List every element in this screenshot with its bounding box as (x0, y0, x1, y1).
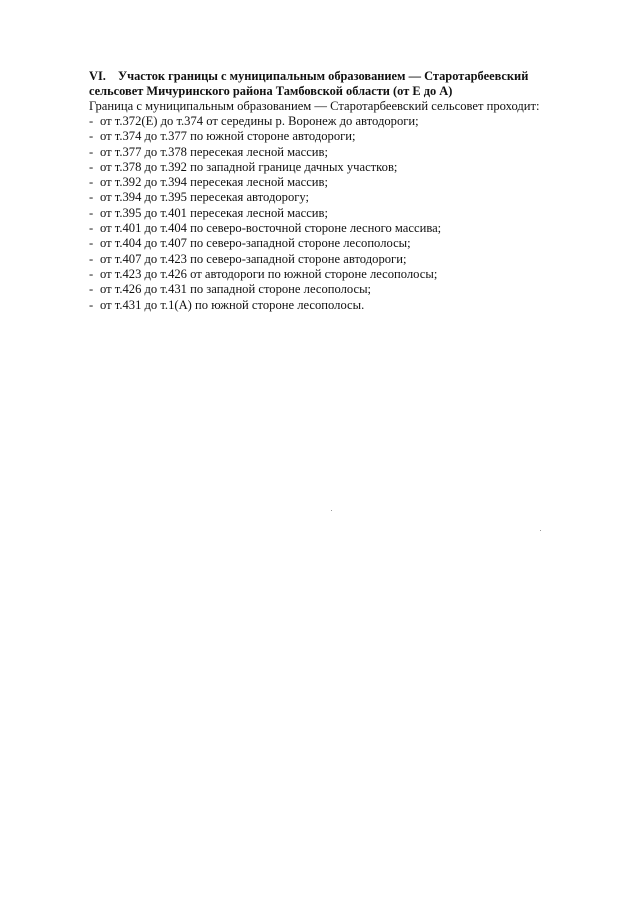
bullet-dash: - (89, 205, 94, 220)
section-heading (89, 69, 579, 99)
list-item (89, 298, 579, 313)
bullet-dash: - (89, 159, 94, 174)
list-item (89, 282, 579, 297)
list-item-text: от т.394 до т.395 пересекая автодорогу; (100, 190, 310, 205)
list-item-text: от т.377 до т.378 пересекая лесной массив; (100, 144, 328, 159)
bullet-dash: - (89, 266, 94, 281)
bullet-dash: - (89, 282, 94, 297)
bullet-dash: - (89, 129, 94, 144)
boundary-intro: Граница с муниципальным образованием — Старотарбеевский сельсовет проходит: (89, 99, 540, 113)
list-item (89, 145, 579, 160)
list-item-text: от т.395 до т.401 пересекая лесной массив; (100, 205, 328, 220)
list-item-text: от т.392 до т.394 пересекая лесной массив; (100, 175, 328, 190)
list-item (89, 252, 579, 267)
list-item-text: от т.431 до т.1(А) по южной стороне лесополосы. (100, 297, 365, 312)
bullet-dash: - (89, 251, 94, 266)
list-item-text: от т.401 до т.404 по северо-восточной стороне лесного массива; (100, 221, 442, 236)
list-item (89, 206, 579, 221)
list-item-text: от т.372(Е) до т.374 от середины р. Воронеж до автодороги; (100, 114, 419, 128)
bullet-dash: - (89, 175, 94, 190)
list-item (89, 190, 579, 205)
list-item (89, 114, 579, 129)
scan-speck (540, 530, 541, 531)
list-item (89, 267, 579, 282)
bullet-dash: - (89, 236, 94, 251)
list-item-text: от т.374 до т.377 по южной стороне автодороги; (100, 129, 356, 144)
list-item (89, 221, 579, 236)
list-item-text: от т.423 до т.426 от автодороги по южной стороне лесополосы; (100, 266, 438, 281)
section-title-line-1: Участок границы с муниципальным образованием — Старотарбеевский (118, 69, 529, 83)
list-item-text: от т.407 до т.423 по северо-западной стороне автодороги; (100, 251, 407, 266)
bullet-dash: - (89, 114, 94, 128)
bullet-dash: - (89, 221, 94, 236)
boundary-segment-list (89, 114, 579, 313)
bullet-dash: - (89, 190, 94, 205)
bullet-dash: - (89, 297, 94, 312)
scan-speck (331, 510, 332, 511)
section-number: VI. (89, 69, 106, 83)
list-item-text: от т.404 до т.407 по северо-западной стороне лесополосы; (100, 236, 411, 251)
section-title-line-2: сельсовет Мичуринского района Тамбовской области (от Е до А) (89, 84, 453, 98)
list-item (89, 160, 579, 175)
document-content (89, 69, 579, 313)
bullet-dash: - (89, 144, 94, 159)
list-item (89, 175, 579, 190)
list-item-text: от т.426 до т.431 по западной стороне лесополосы; (100, 282, 372, 297)
list-item (89, 129, 579, 144)
section-heading-line-1 (89, 69, 579, 84)
list-item-text: от т.378 до т.392 по западной границе дачных участков; (100, 159, 398, 174)
list-item (89, 236, 579, 251)
